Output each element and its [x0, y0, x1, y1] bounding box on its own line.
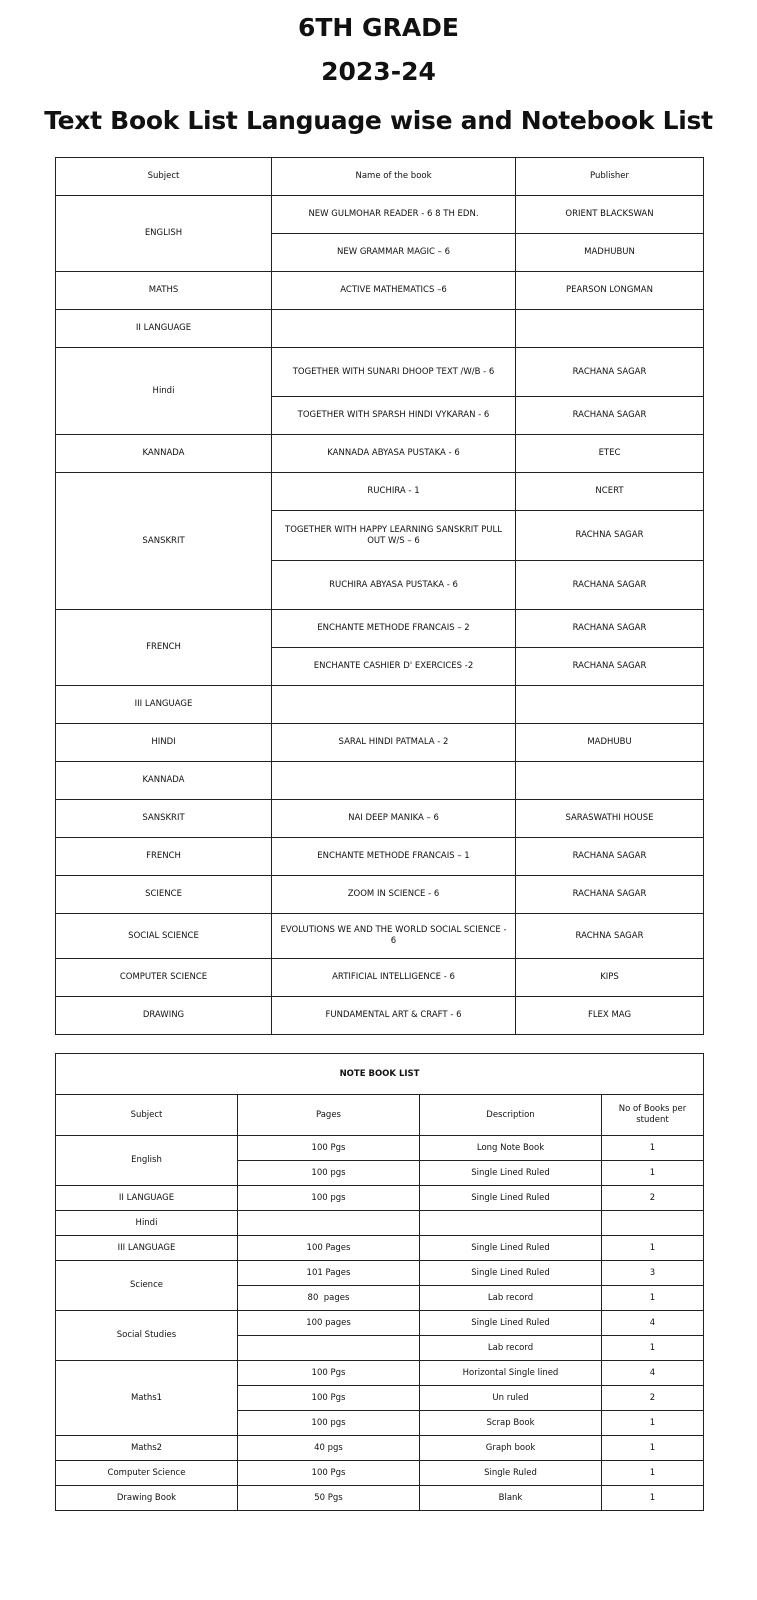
pages-cell: 100 pgs — [238, 1186, 420, 1211]
description-cell: Horizontal Single lined — [420, 1361, 602, 1386]
book-cell — [272, 762, 516, 800]
subject-cell: KANNADA — [56, 435, 272, 473]
book-cell: RUCHIRA - 1 — [272, 473, 516, 511]
column-header-count: No of Books per student — [602, 1095, 704, 1136]
table-row — [56, 435, 704, 473]
subject-cell: III LANGUAGE — [56, 686, 272, 724]
table-row — [56, 914, 704, 959]
table-row — [56, 272, 704, 310]
count-cell: 1 — [602, 1486, 704, 1511]
book-cell: NAI DEEP MANIKA – 6 — [272, 800, 516, 838]
table-row — [56, 348, 704, 397]
subject-cell: Drawing Book — [56, 1486, 238, 1511]
publisher-cell — [516, 686, 704, 724]
notebook-table — [55, 1053, 704, 1511]
pages-cell: 40 pgs — [238, 1436, 420, 1461]
subject-cell: English — [56, 1136, 238, 1186]
table-row — [56, 686, 704, 724]
subject-cell: Computer Science — [56, 1461, 238, 1486]
book-cell — [272, 686, 516, 724]
book-cell: ENCHANTE METHODE FRANCAIS – 1 — [272, 838, 516, 876]
table-row — [56, 1136, 704, 1161]
description-cell: Single Lined Ruled — [420, 1161, 602, 1186]
subject-cell: COMPUTER SCIENCE — [56, 959, 272, 997]
table-row — [56, 959, 704, 997]
book-cell: ENCHANTE CASHIER D' EXERCICES -2 — [272, 648, 516, 686]
description-cell: Scrap Book — [420, 1411, 602, 1436]
publisher-cell — [516, 310, 704, 348]
pages-cell: 100 Pgs — [238, 1386, 420, 1411]
column-header-subject: Subject — [56, 158, 272, 196]
book-cell: TOGETHER WITH HAPPY LEARNING SANSKRIT PULL OUT W/S – 6 — [272, 511, 516, 561]
count-cell: 4 — [602, 1361, 704, 1386]
book-cell: NEW GRAMMAR MAGIC – 6 — [272, 234, 516, 272]
table-row — [56, 800, 704, 838]
table-row — [56, 610, 704, 648]
count-cell: 1 — [602, 1286, 704, 1311]
count-cell: 3 — [602, 1261, 704, 1286]
book-cell: ARTIFICIAL INTELLIGENCE - 6 — [272, 959, 516, 997]
subject-cell: Science — [56, 1261, 238, 1311]
publisher-cell: ETEC — [516, 435, 704, 473]
description-cell: Long Note Book — [420, 1136, 602, 1161]
count-cell: 2 — [602, 1186, 704, 1211]
description-cell: Un ruled — [420, 1386, 602, 1411]
count-cell: 1 — [602, 1161, 704, 1186]
description-cell: Single Ruled — [420, 1461, 602, 1486]
subject-cell: II LANGUAGE — [56, 1186, 238, 1211]
table-header-row — [56, 1095, 704, 1136]
pages-cell: 100 pgs — [238, 1411, 420, 1436]
description-cell — [420, 1211, 602, 1236]
pages-cell — [238, 1336, 420, 1361]
column-header-pages: Pages — [238, 1095, 420, 1136]
pages-cell: 100 pages — [238, 1311, 420, 1336]
publisher-cell — [516, 762, 704, 800]
subject-cell: SCIENCE — [56, 876, 272, 914]
table-row — [56, 838, 704, 876]
count-cell: 1 — [602, 1236, 704, 1261]
publisher-cell: RACHANA SAGAR — [516, 348, 704, 397]
pages-cell: 100 Pgs — [238, 1136, 420, 1161]
subject-cell: DRAWING — [56, 997, 272, 1035]
pages-cell: 101 Pages — [238, 1261, 420, 1286]
book-cell: RUCHIRA ABYASA PUSTAKA - 6 — [272, 561, 516, 610]
table-row — [56, 1436, 704, 1461]
pages-cell — [238, 1211, 420, 1236]
publisher-cell: RACHANA SAGAR — [516, 561, 704, 610]
subject-cell: Social Studies — [56, 1311, 238, 1361]
textbook-table — [55, 157, 704, 1035]
description-cell: Single Lined Ruled — [420, 1261, 602, 1286]
count-cell: 1 — [602, 1411, 704, 1436]
subject-cell: KANNADA — [56, 762, 272, 800]
count-cell: 1 — [602, 1436, 704, 1461]
publisher-cell: RACHANA SAGAR — [516, 610, 704, 648]
grade-title: 6TH GRADE — [297, 13, 460, 42]
count-cell: 1 — [602, 1461, 704, 1486]
list-title: Text Book List Language wise and Notebook List — [44, 106, 713, 135]
table-row — [56, 876, 704, 914]
publisher-cell: KIPS — [516, 959, 704, 997]
table-row — [56, 1236, 704, 1261]
publisher-cell: FLEX MAG — [516, 997, 704, 1035]
count-cell — [602, 1211, 704, 1236]
notebook-list-title: NOTE BOOK LIST — [56, 1054, 704, 1095]
book-cell: NEW GULMOHAR READER - 6 8 TH EDN. — [272, 196, 516, 234]
subject-cell: II LANGUAGE — [56, 310, 272, 348]
subject-cell: HINDI — [56, 724, 272, 762]
column-header-publisher: Publisher — [516, 158, 704, 196]
subject-cell: ENGLISH — [56, 196, 272, 272]
table-row — [56, 1261, 704, 1286]
book-cell: TOGETHER WITH SUNARI DHOOP TEXT /W/B - 6 — [272, 348, 516, 397]
subject-cell: SOCIAL SCIENCE — [56, 914, 272, 959]
description-cell: Single Lined Ruled — [420, 1236, 602, 1261]
publisher-cell: RACHANA SAGAR — [516, 838, 704, 876]
book-cell: ACTIVE MATHEMATICS –6 — [272, 272, 516, 310]
publisher-cell: ORIENT BLACKSWAN — [516, 196, 704, 234]
pages-cell: 100 Pgs — [238, 1361, 420, 1386]
subject-cell: Hindi — [56, 1211, 238, 1236]
table-header-row — [56, 158, 704, 196]
subject-cell: FRENCH — [56, 838, 272, 876]
subject-cell: MATHS — [56, 272, 272, 310]
count-cell: 1 — [602, 1136, 704, 1161]
description-cell: Blank — [420, 1486, 602, 1511]
book-cell: KANNADA ABYASA PUSTAKA - 6 — [272, 435, 516, 473]
table-row — [56, 473, 704, 511]
book-cell — [272, 310, 516, 348]
pages-cell: 100 pgs — [238, 1161, 420, 1186]
year-title: 2023-24 — [321, 57, 436, 86]
book-cell: FUNDAMENTAL ART & CRAFT - 6 — [272, 997, 516, 1035]
subject-cell: Maths2 — [56, 1436, 238, 1461]
description-cell: Lab record — [420, 1286, 602, 1311]
column-header-description: Description — [420, 1095, 602, 1136]
subject-cell: Maths1 — [56, 1361, 238, 1436]
table-row — [56, 762, 704, 800]
subject-cell: SANSKRIT — [56, 473, 272, 610]
table-row — [56, 997, 704, 1035]
publisher-cell: PEARSON LONGMAN — [516, 272, 704, 310]
table-row — [56, 1211, 704, 1236]
publisher-cell: MADHUBUN — [516, 234, 704, 272]
publisher-cell: RACHANA SAGAR — [516, 876, 704, 914]
publisher-cell: MADHUBU — [516, 724, 704, 762]
table-row — [56, 724, 704, 762]
column-header-book: Name of the book — [272, 158, 516, 196]
table-row — [56, 1311, 704, 1336]
pages-cell: 50 Pgs — [238, 1486, 420, 1511]
subject-cell: FRENCH — [56, 610, 272, 686]
publisher-cell: NCERT — [516, 473, 704, 511]
table-row — [56, 1361, 704, 1386]
table-row — [56, 1186, 704, 1211]
publisher-cell: SARASWATHI HOUSE — [516, 800, 704, 838]
pages-cell: 80 pages — [238, 1286, 420, 1311]
book-cell: EVOLUTIONS WE AND THE WORLD SOCIAL SCIENCE - 6 — [272, 914, 516, 959]
pages-cell: 100 Pages — [238, 1236, 420, 1261]
notebook-title-row — [56, 1054, 704, 1095]
description-cell: Single Lined Ruled — [420, 1186, 602, 1211]
subject-cell: III LANGUAGE — [56, 1236, 238, 1261]
count-cell: 1 — [602, 1336, 704, 1361]
table-row — [56, 1486, 704, 1511]
column-header-subject: Subject — [56, 1095, 238, 1136]
book-cell: ENCHANTE METHODE FRANCAIS – 2 — [272, 610, 516, 648]
book-cell: ZOOM IN SCIENCE - 6 — [272, 876, 516, 914]
publisher-cell: RACHNA SAGAR — [516, 511, 704, 561]
publisher-cell: RACHANA SAGAR — [516, 397, 704, 435]
table-row — [56, 310, 704, 348]
description-cell: Graph book — [420, 1436, 602, 1461]
book-cell: TOGETHER WITH SPARSH HINDI VYKARAN - 6 — [272, 397, 516, 435]
subject-cell: Hindi — [56, 348, 272, 435]
pages-cell: 100 Pgs — [238, 1461, 420, 1486]
count-cell: 2 — [602, 1386, 704, 1411]
publisher-cell: RACHNA SAGAR — [516, 914, 704, 959]
table-row — [56, 196, 704, 234]
description-cell: Lab record — [420, 1336, 602, 1361]
table-row — [56, 1461, 704, 1486]
book-cell: SARAL HINDI PATMALA - 2 — [272, 724, 516, 762]
publisher-cell: RACHANA SAGAR — [516, 648, 704, 686]
subject-cell: SANSKRIT — [56, 800, 272, 838]
count-cell: 4 — [602, 1311, 704, 1336]
description-cell: Single Lined Ruled — [420, 1311, 602, 1336]
